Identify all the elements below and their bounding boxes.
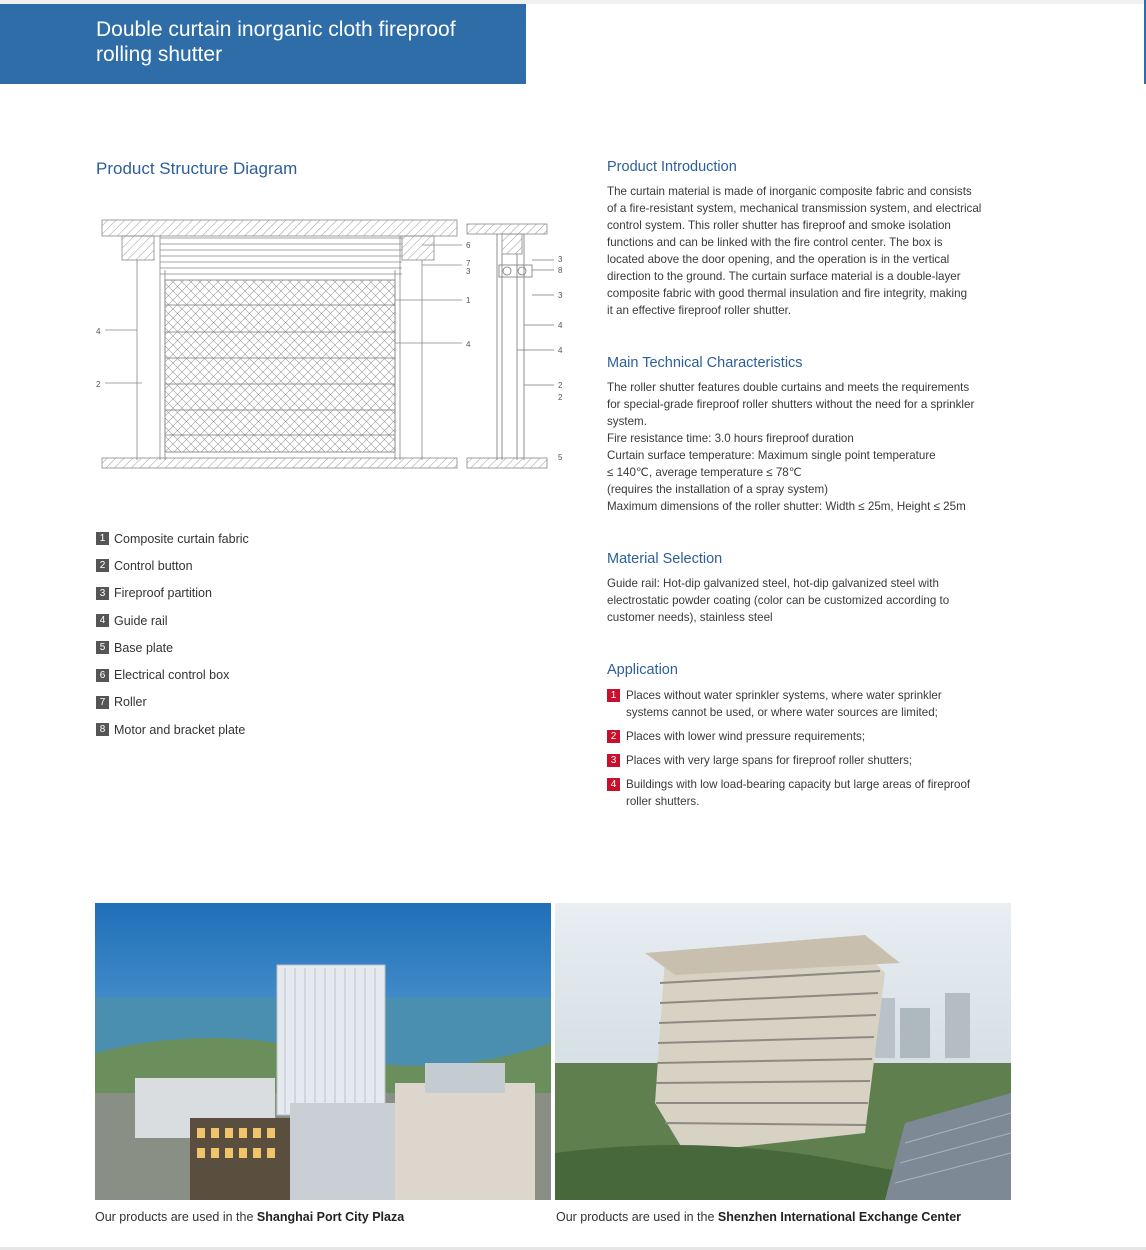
- text-line: Places with very large spans for fireproof roller shutters;: [626, 754, 913, 767]
- text-line: customer needs), stainless steel: [607, 611, 773, 624]
- legend-number: 1: [96, 532, 109, 545]
- legend-number: 6: [96, 669, 109, 682]
- page-title-line-1: Double curtain inorganic cloth fireproof: [96, 18, 456, 41]
- diagram-label: 3: [466, 267, 471, 276]
- text-line: electrostatic powder coating (color can be customized according to: [607, 594, 950, 607]
- text-line: Curtain surface temperature: Maximum single point temperature: [607, 449, 936, 462]
- diagram-label: 6: [466, 241, 471, 250]
- diagram-label: 4: [96, 327, 101, 336]
- text-line: (requires the installation of a spray system): [607, 483, 829, 496]
- legend-item: [96, 607, 396, 634]
- diagram-label: 2: [558, 393, 563, 402]
- photo-caption-left: [95, 1210, 404, 1224]
- text-line: Places without water sprinkler systems, where water sprinkler: [626, 689, 942, 702]
- diagram-label: 2: [96, 380, 101, 389]
- structure-diagram-title: Product Structure Diagram: [96, 159, 298, 178]
- application-item: [607, 776, 1013, 810]
- text-line: Buildings with low load-bearing capacity but large areas of fireproof: [626, 778, 971, 791]
- legend-item: [96, 580, 396, 607]
- text-line: of a fire-resistant system, mechanical transmission system, and electrical: [607, 202, 982, 215]
- page-title-line-2: rolling shutter: [96, 43, 223, 66]
- diagram-label: 7: [466, 259, 471, 268]
- caption-project-name: Shanghai Port City Plaza: [256, 1210, 405, 1224]
- legend-number: 3: [96, 587, 109, 600]
- text-line: systems cannot be used, or where water sources are limited;: [626, 706, 938, 719]
- legend-item: [96, 552, 396, 579]
- diagram-label: 2: [558, 381, 563, 390]
- technical-text: [607, 379, 1013, 515]
- text-line: located above the door opening, and the operation is in the vertical: [607, 253, 950, 266]
- application-number: 3: [607, 754, 620, 767]
- diagram-label: 3: [558, 255, 563, 264]
- text-line: Guide rail: Hot-dip galvanized steel, hot-dip galvanized steel with: [607, 577, 939, 590]
- text-line: control system. This roller shutter has fireproof and smoke isolation: [607, 219, 951, 232]
- text-line: it an effective fireproof roller shutter.: [607, 304, 792, 317]
- application-number: 1: [607, 689, 620, 702]
- legend-label: Composite curtain fabric: [114, 531, 249, 546]
- legend-label: Motor and bracket plate: [114, 722, 246, 737]
- application-item: [607, 728, 1013, 745]
- structure-diagram: [92, 210, 582, 480]
- technical-title: Main Technical Characteristics: [607, 355, 803, 371]
- diagram-label: 1: [466, 296, 471, 305]
- diagram-label: 5: [558, 453, 563, 462]
- project-photo-shanghai: [95, 903, 551, 1200]
- legend-label: Fireproof partition: [114, 586, 212, 601]
- text-line: composite fabric with good thermal insulation and fire integrity, making: [607, 287, 968, 300]
- text-line: system.: [607, 415, 647, 428]
- intro-text: [607, 183, 1013, 319]
- application-title: Application: [607, 662, 678, 678]
- photo-caption-right: [556, 1210, 961, 1224]
- text-line: The roller shutter features double curtains and meets the requirements: [607, 381, 970, 394]
- legend-number: 8: [96, 723, 109, 736]
- legend-label: Electrical control box: [114, 668, 230, 683]
- text-line: The curtain material is made of inorganic composite fabric and consists: [607, 185, 972, 198]
- legend-label: Control button: [114, 558, 193, 573]
- application-item: [607, 752, 1013, 769]
- project-photo-shenzhen: [555, 903, 1011, 1200]
- legend-number: 2: [96, 559, 109, 572]
- diagram-label: 4: [558, 321, 563, 330]
- legend-label: Guide rail: [114, 613, 168, 628]
- text-line: Maximum dimensions of the roller shutter: Width ≤ 25m, Height ≤ 25m: [607, 500, 966, 513]
- application-list: [607, 687, 1013, 817]
- text-line: roller shutters.: [626, 795, 700, 808]
- legend-label: Base plate: [114, 640, 174, 655]
- text-line: Fire resistance time: 3.0 hours fireproof duration: [607, 432, 854, 445]
- text-line: direction to the ground. The curtain surface material is a double-layer: [607, 270, 961, 283]
- text-line: ≤ 140℃, average temperature ≤ 78℃: [607, 466, 802, 479]
- legend-number: 4: [96, 614, 109, 627]
- intro-title: Product Introduction: [607, 159, 737, 175]
- text-line: functions and can be linked with the fire control center. The box is: [607, 236, 943, 249]
- caption-prefix: Our products are used in the: [95, 1210, 257, 1224]
- material-text: [607, 575, 1013, 626]
- legend-item: [96, 716, 396, 743]
- application-number: 2: [607, 730, 620, 743]
- legend-number: 5: [96, 641, 109, 654]
- legend-item: [96, 661, 396, 688]
- legend-item: [96, 634, 396, 661]
- legend-number: 7: [96, 696, 109, 709]
- title-banner: [0, 4, 526, 84]
- caption-prefix: Our products are used in the: [556, 1210, 718, 1224]
- legend-item: [96, 689, 396, 716]
- diagram-label: 4: [466, 340, 471, 349]
- legend-item: [96, 525, 396, 552]
- legend-label: Roller: [114, 695, 147, 710]
- diagram-label: 8: [558, 266, 563, 275]
- application-item: [607, 687, 1013, 721]
- diagram-label: 3: [558, 291, 563, 300]
- material-title: Material Selection: [607, 551, 723, 567]
- caption-project-name: Shenzhen International Exchange Center: [717, 1210, 962, 1224]
- structure-legend: [96, 525, 396, 743]
- diagram-label: 4: [558, 346, 563, 355]
- text-line: for special-grade fireproof roller shutters without the need for a sprinkler: [607, 398, 975, 411]
- text-line: Places with lower wind pressure requirements;: [626, 730, 866, 743]
- application-number: 4: [607, 778, 620, 791]
